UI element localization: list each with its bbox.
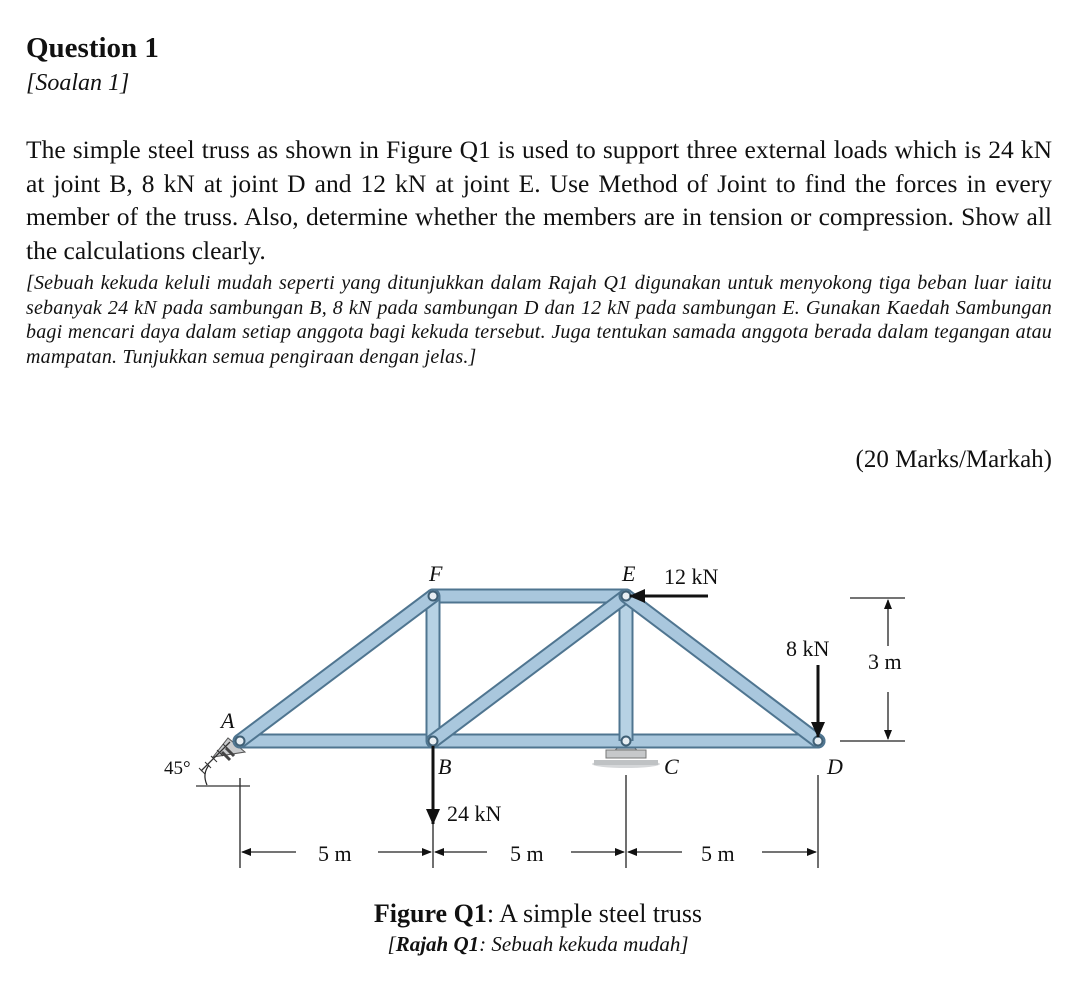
load-label-b: 24 kN (447, 801, 502, 826)
pin-f (429, 592, 438, 601)
question-title: Question 1 (26, 32, 159, 64)
caption-text: : A simple steel truss (486, 899, 703, 928)
pin-b (429, 737, 438, 746)
pin-c (622, 737, 631, 746)
joint-label-a: A (221, 708, 235, 733)
figure-caption (0, 899, 1078, 929)
caption-malay-open: [ (387, 932, 396, 956)
joint-label-c: C (664, 754, 679, 779)
marks-label: (20 Marks/Markah) (855, 446, 1052, 473)
pin-e (622, 592, 631, 601)
dimension-label-ab: 5 m (318, 841, 352, 866)
truss-figure (0, 540, 1080, 900)
pin-d (814, 737, 823, 746)
load-label-e: 12 kN (664, 564, 719, 589)
caption-malay-text: : Sebuah kekuda mudah] (479, 932, 689, 956)
dimension-label-height: 3 m (868, 649, 902, 674)
question-subtitle: [Soalan 1] (26, 70, 130, 96)
member-ed (626, 596, 818, 741)
joint-label-d: D (827, 754, 843, 779)
caption-figure-number: Figure Q1 (373, 899, 487, 928)
angle-label: 45° (164, 758, 191, 779)
member-af (240, 596, 433, 741)
joint-label-b: B (438, 754, 452, 779)
truss-members (240, 596, 818, 741)
truss-diagram (0, 540, 1080, 900)
figure-caption-malay (0, 932, 1078, 957)
angle-arc (205, 765, 209, 785)
dimension-label-bc: 5 m (510, 841, 544, 866)
pin-a (236, 737, 245, 746)
question-text-english: The simple steel truss as shown in Figure Q1 is used to support three external loads which is 24 kN at joint B, 8 kN at joint D and 12 kN at joint E. Use Method of Joint to find the forces in every member of the truss. Also, determine whether the members are in tension or compression. Show all the calculations clearly. (26, 135, 1052, 265)
load-label-d: 8 kN (786, 636, 830, 661)
caption-malay-figure-number: Rajah Q1 (395, 932, 480, 956)
joint-label-e: E (622, 561, 636, 586)
member-be (433, 596, 626, 741)
question-text-malay: [Sebuah kekuda keluli mudah seperti yang ditunjukkan dalam Rajah Q1 digunakan untuk menyokong tiga beban luar iaitu sebanyak 24 kN pada sambungan B, 8 kN pada sambungan D dan 12 kN pada sambungan E. Gunakan Kaedah Sambungan bagi mencari daya dalam setiap anggota bagi kekuda tersebut. Juga tentukan samada anggota berada dalam tegangan atau mampatan. Tunjukkan semua pengiraan dengan jelas.] (26, 272, 1052, 368)
joint-label-f: F (429, 561, 443, 586)
dimension-label-cd: 5 m (701, 841, 735, 866)
